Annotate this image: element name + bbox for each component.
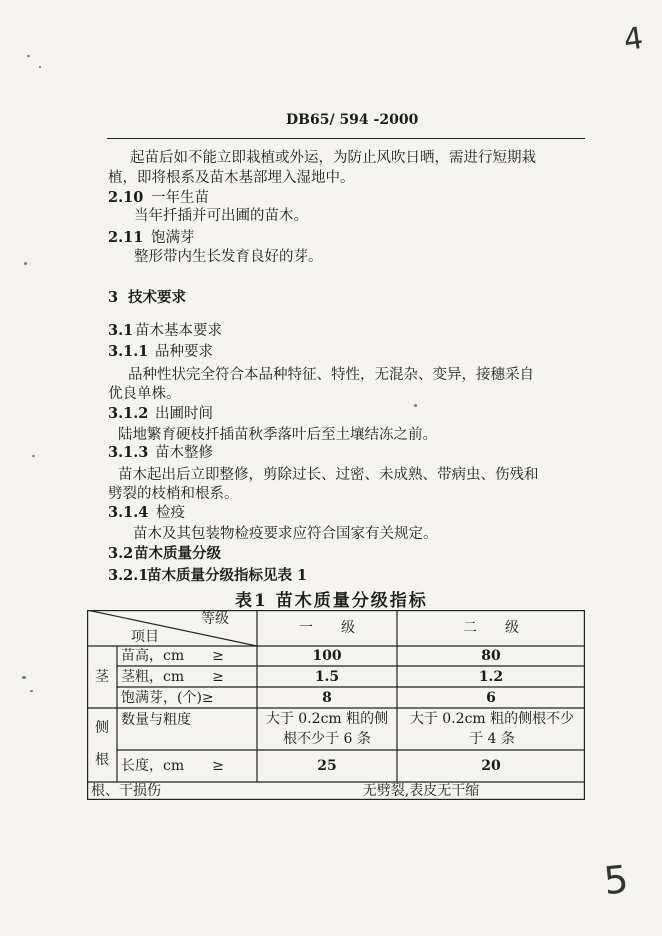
section-title: 出圃时间 [155, 406, 213, 422]
section-number: 3.1 [108, 322, 134, 339]
section-number: 3.1.3 [108, 444, 149, 461]
table-row-grade1: 100 [312, 648, 342, 664]
scan-speck [27, 55, 30, 57]
section-text: 品种性状完全符合本品种特征、特性，无混杂、变异，接穗采自 [128, 367, 534, 383]
corner-handwritten-mark: 4 [621, 20, 646, 59]
section-text: 当年扦插并可出圃的苗木。 [134, 208, 308, 224]
table-row-grade1: 1.5 [314, 668, 340, 685]
section-number: 3.2.1 [108, 567, 149, 584]
category-stem: 茎 [95, 669, 109, 685]
table-row-grade2: 大于 0.2cm 粗的侧根不少于 4 条 [409, 711, 575, 747]
section-number: 2.11 [108, 229, 144, 246]
intro-line: 植，即将根系及苗木基部埋入湿地中。 [108, 170, 355, 186]
table-caption: 表1 苗木质量分级指标 [235, 591, 428, 611]
scan-speck [414, 404, 417, 407]
table-row-item: 长度，cm ≥ [121, 758, 224, 774]
intro-line: 起苗后如不能立即栽植或外运，为防止风吹日晒，需进行短期栽 [130, 150, 536, 166]
section-text: 优良单株。 [108, 386, 181, 402]
header-grade-1: 一 级 [299, 620, 355, 636]
scan-speck [32, 455, 35, 457]
scan-speck [22, 676, 26, 679]
table-row-grade2: 1.2 [478, 668, 504, 685]
table-row-grade1: 8 [322, 689, 332, 706]
section-text: 陆地繁育硬枝扦插苗秋季落叶后至土壤结冻之前。 [118, 427, 437, 443]
table-row-item: 茎粗，cm ≥ [121, 668, 224, 685]
section-text: 整形带内生长发育良好的芽。 [134, 249, 323, 265]
category-root-1: 侧 [95, 720, 109, 736]
header-grade-label: 等级 [201, 611, 229, 627]
table-row-grade1: 25 [317, 758, 337, 774]
section-title: 饱满芽 [151, 230, 195, 246]
section-title: 苗木质量分级 [134, 545, 221, 562]
section-title: 品种要求 [155, 344, 213, 360]
document-header: DB65/ 594 -2000 [286, 112, 419, 128]
table-row-grade2: 20 [481, 758, 501, 774]
section-text: 苗木起出后立即整修，剪除过长、过密、未成熟、带病虫、伤残和 [118, 467, 539, 483]
scan-speck [24, 262, 27, 265]
section-number: 3 [108, 289, 119, 306]
section-title: 苗木整修 [155, 445, 213, 461]
section-number: 3.1.1 [108, 343, 149, 360]
header-item-label: 项目 [131, 628, 159, 645]
section-title: 苗木质量分级指标见表 1 [147, 567, 308, 584]
section-number: 3.2 [108, 545, 134, 562]
scan-speck [30, 690, 33, 692]
section-number: 2.10 [108, 189, 144, 206]
table-row-item: 数量与粗度 [121, 712, 191, 728]
section-number: 3.1.2 [108, 405, 149, 422]
header-rule [107, 138, 585, 139]
section-text: 劈裂的枝梢和根系。 [108, 486, 239, 502]
section-title: 技术要求 [128, 289, 186, 306]
header-grade-2: 二 级 [463, 620, 519, 636]
table-row-grade2: 6 [486, 689, 496, 706]
table-last-row-item: 根、干损伤 [91, 783, 161, 799]
scan-speck [39, 66, 41, 68]
section-title: 苗木基本要求 [135, 323, 222, 339]
bottom-handwritten-mark: 5 [601, 856, 631, 904]
section-number: 3.1.4 [108, 504, 149, 521]
table-row-grade2: 80 [481, 648, 501, 664]
table-row-grade1: 大于 0.2cm 粗的侧根不少于 6 条 [265, 711, 389, 747]
table-last-row-value: 无劈裂,表皮无干缩 [362, 783, 480, 799]
section-title: 检疫 [156, 505, 185, 521]
section-text: 苗木及其包装物检疫要求应符合国家有关规定。 [133, 526, 438, 542]
section-title: 一年生苗 [151, 190, 209, 206]
table-row-item: 饱满芽，(个)≥ [121, 689, 214, 706]
grade-table [87, 610, 585, 800]
category-root-2: 根 [95, 752, 109, 768]
table-row-item: 苗高，cm ≥ [121, 648, 224, 664]
